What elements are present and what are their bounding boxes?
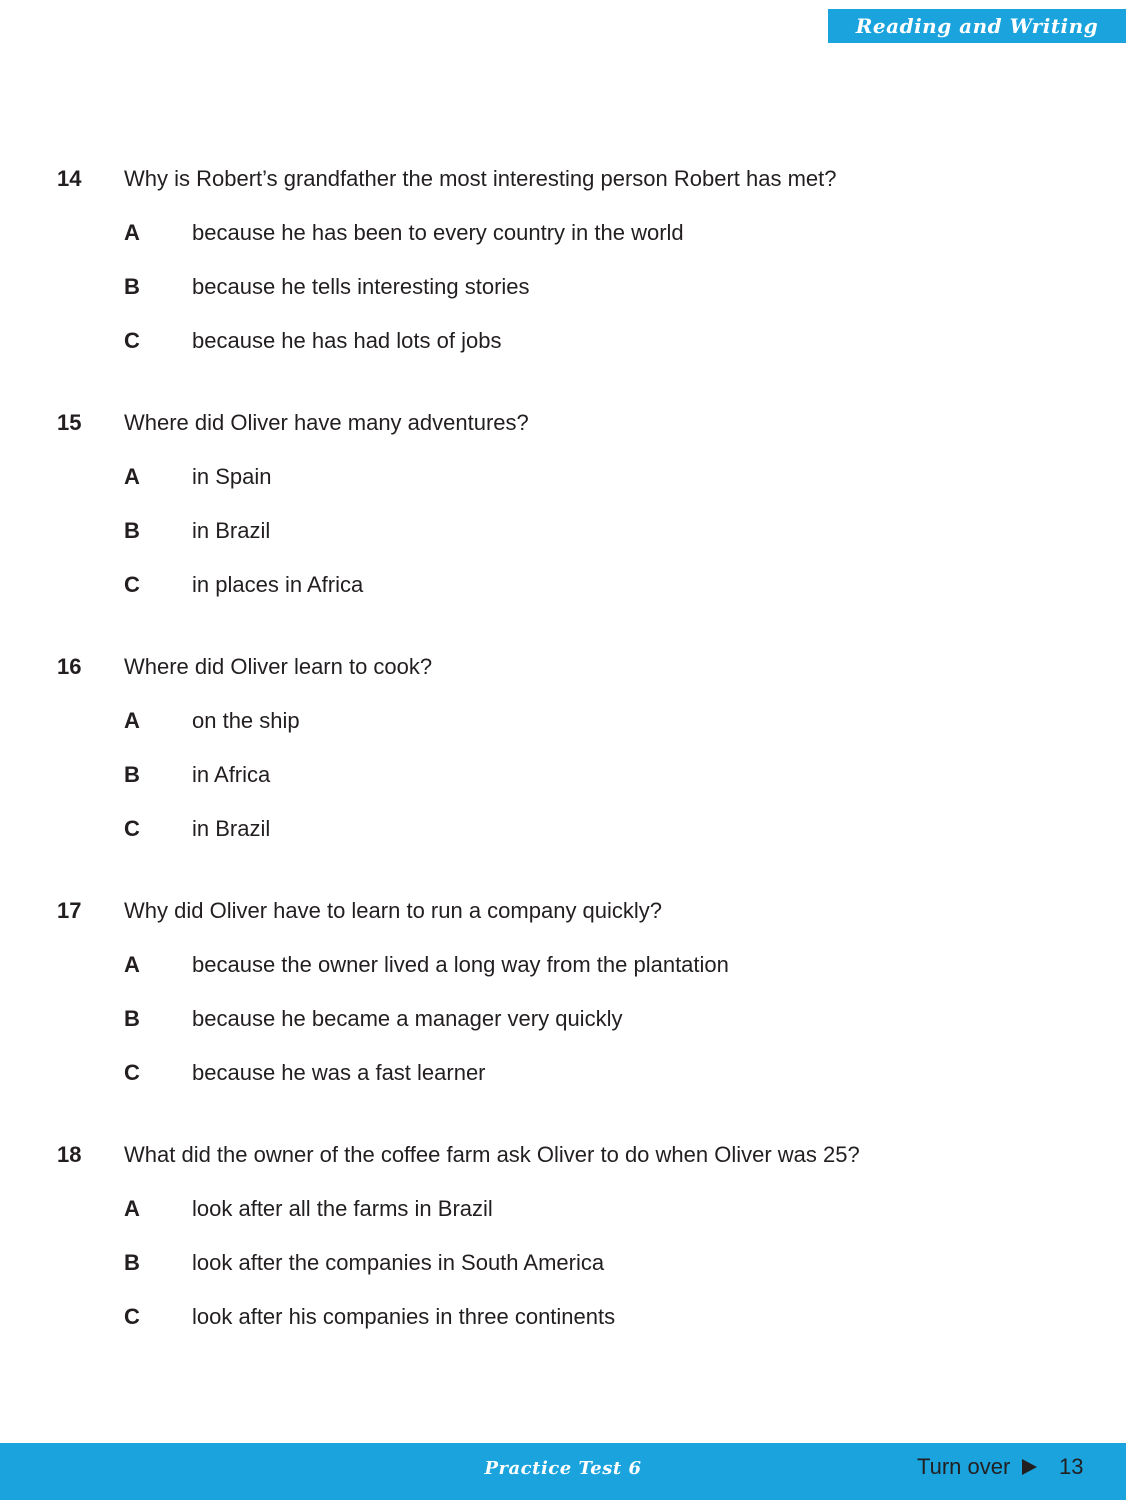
footer-title: Practice Test 6 (484, 1458, 642, 1479)
question-list (0, 162, 1126, 1382)
option-b (0, 270, 1126, 304)
option-letter: A (124, 952, 140, 977)
option-text: on the ship (192, 708, 300, 733)
question-18 (0, 1138, 1126, 1382)
option-letter: C (124, 572, 140, 597)
option-c (0, 812, 1126, 846)
option-letter: B (124, 1006, 140, 1031)
question-row (0, 650, 1126, 684)
question-15 (0, 406, 1126, 650)
question-row (0, 406, 1126, 440)
option-text: because he was a fast learner (192, 1060, 486, 1085)
option-b (0, 514, 1126, 548)
option-a (0, 704, 1126, 738)
section-tab (828, 9, 1126, 43)
question-number: 15 (57, 410, 82, 435)
option-b (0, 758, 1126, 792)
option-text: because he has had lots of jobs (192, 328, 502, 353)
option-c (0, 324, 1126, 358)
option-text: in Brazil (192, 518, 271, 543)
option-c (0, 568, 1126, 602)
option-a (0, 948, 1126, 982)
question-text: Why did Oliver have to learn to run a company quickly? (124, 898, 663, 923)
option-letter: C (124, 1304, 140, 1329)
question-row (0, 162, 1126, 196)
option-letter: A (124, 220, 140, 245)
option-text: because he has been to every country in the world (192, 220, 684, 245)
question-number: 17 (57, 898, 82, 923)
option-text: because he tells interesting stories (192, 274, 530, 299)
option-text: in Brazil (192, 816, 271, 841)
option-b (0, 1246, 1126, 1280)
question-number: 18 (57, 1142, 82, 1167)
question-row (0, 1138, 1126, 1172)
option-letter: B (124, 762, 140, 787)
question-text: What did the owner of the coffee farm ask Oliver to do when Oliver was 25? (124, 1142, 860, 1167)
option-text: look after his companies in three continents (192, 1304, 616, 1329)
option-letter: C (124, 1060, 140, 1085)
turn-over-label: Turn over (917, 1454, 1011, 1479)
page-number: 13 (1059, 1454, 1084, 1479)
option-letter: A (124, 464, 140, 489)
option-text: look after all the farms in Brazil (192, 1196, 493, 1221)
option-letter: A (124, 1196, 140, 1221)
question-17 (0, 894, 1126, 1138)
option-letter: B (124, 274, 140, 299)
option-text: look after the companies in South America (192, 1250, 605, 1275)
question-16 (0, 650, 1126, 894)
option-letter: B (124, 1250, 140, 1275)
option-letter: B (124, 518, 140, 543)
question-row (0, 894, 1126, 928)
option-text: in Spain (192, 464, 272, 489)
question-text: Where did Oliver have many adventures? (124, 410, 529, 435)
option-letter: C (124, 328, 140, 353)
option-c (0, 1300, 1126, 1334)
option-b (0, 1002, 1126, 1036)
section-label: Reading and Writing (855, 14, 1099, 38)
footer-bar (0, 1443, 1126, 1500)
option-text: because he became a manager very quickly (192, 1006, 623, 1031)
question-number: 14 (57, 166, 82, 191)
option-letter: A (124, 708, 140, 733)
question-text: Why is Robert’s grandfather the most interesting person Robert has met? (124, 166, 837, 191)
option-text: because the owner lived a long way from the plantation (192, 952, 729, 977)
option-text: in Africa (192, 762, 271, 787)
question-text: Where did Oliver learn to cook? (124, 654, 433, 679)
option-c (0, 1056, 1126, 1090)
question-14 (0, 162, 1126, 406)
option-text: in places in Africa (192, 572, 364, 597)
option-a (0, 216, 1126, 250)
option-a (0, 460, 1126, 494)
option-letter: C (124, 816, 140, 841)
option-a (0, 1192, 1126, 1226)
play-arrow-icon (1022, 1459, 1037, 1475)
question-number: 16 (57, 654, 82, 679)
